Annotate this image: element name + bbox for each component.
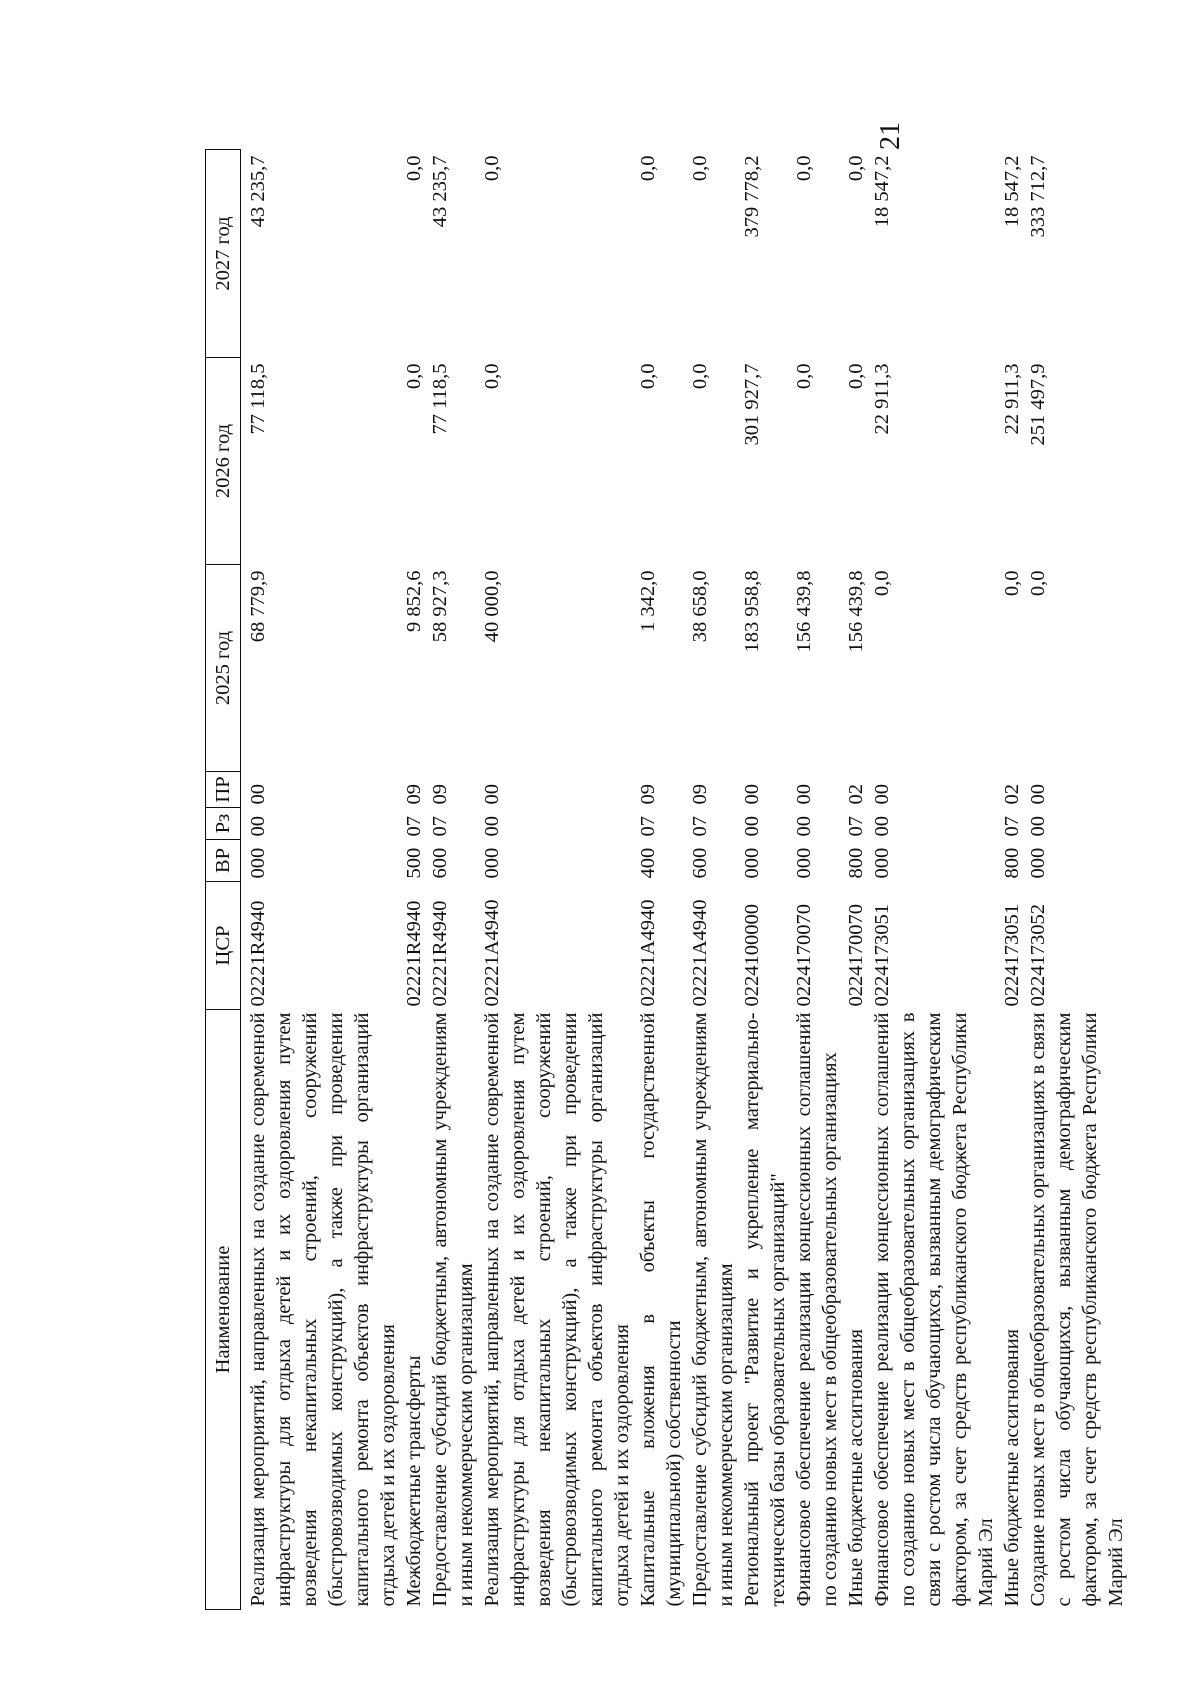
cell-pr: 00 [871,784,893,805]
cell-2025: 156 439,8 [793,570,815,653]
cell-2025: 9 852,6 [403,570,425,632]
cell-2025: 0,0 [1001,570,1023,597]
cell-rz: 07 [689,816,711,837]
cell-pr: 09 [689,784,711,805]
table-header-row [206,150,241,1610]
cell-vr: 800 [1001,847,1023,879]
cell-pr: 00 [247,784,269,805]
cell-csr: 0224170070 [793,904,815,1007]
cell-rz: 07 [637,816,659,837]
header-2025: 2025 год [206,565,241,772]
cell-pr: 02 [1001,784,1023,805]
cell-pr: 09 [429,784,451,805]
cell-pr: 00 [793,784,815,805]
cell-vr: 600 [429,847,451,879]
table-row [843,150,869,1610]
cell-vr: 000 [481,847,503,879]
cell-2025: 38 658,0 [689,570,711,643]
cell-name: Предоставление субсидий бюджетным, автономным учреждениям и иным некоммерческим организациям [689,1012,737,1607]
cell-csr: 0224173052 [1027,904,1049,1007]
cell-csr: 02221A4940 [689,899,711,1007]
cell-csr: 02221R4940 [429,900,451,1007]
table-row [687,150,739,1610]
cell-vr: 000 [871,847,893,879]
header-vr: ВР [206,840,241,882]
cell-rz: 07 [1001,816,1023,837]
cell-name: Финансовое обеспечение реализации концессионных соглашений по созданию новых мест в общеобразовательных организациях в связи с ростом числа обучающихся, вызванным демографическим фактором, за счет средств республиканского бюджета Республики Марий Эл [871,1012,997,1607]
cell-2026: 22 911,3 [871,363,893,435]
header-rz: Рз [206,808,241,840]
table-row [999,150,1025,1610]
cell-2026: 77 118,5 [247,363,269,435]
table-row [427,150,479,1610]
table-row [479,150,635,1610]
cell-vr: 600 [689,847,711,879]
cell-2025: 0,0 [1027,570,1049,597]
cell-2027: 379 778,2 [741,155,763,238]
cell-vr: 800 [845,847,867,879]
table-row [401,150,427,1610]
cell-rz: 00 [793,816,815,837]
cell-csr: 0224173051 [1001,904,1023,1007]
cell-name: Финансовое обеспечение реализации концессионных соглашений по созданию новых мест в общеобразовательных организациях [793,1012,841,1607]
cell-2027: 0,0 [637,155,659,182]
cell-name: Создание новых мест в общеобразовательных организациях в связи с ростом числа обучающихся, вызванным демографическим фактором, за счет средств республиканского бюджета Республики Марий Эл [1027,1012,1127,1607]
cell-vr: 000 [1027,847,1049,879]
cell-csr: 02221R4940 [247,900,269,1007]
cell-rz: 07 [845,816,867,837]
cell-2025: 183 958,8 [741,570,763,653]
cell-vr: 000 [741,847,763,879]
header-2027: 2027 год [206,150,241,358]
cell-vr: 400 [637,847,659,879]
cell-rz: 00 [247,816,269,837]
cell-name: Капитальные вложения в объекты государственной (муниципальной) собственности [637,1012,685,1607]
cell-name: Иные бюджетные ассигнования [1001,1328,1023,1607]
cell-2027: 0,0 [793,155,815,182]
cell-name: Реализация мероприятий, направленных на создание современной инфраструктуры для отдыха детей и их оздоровления путем возведения некапитальных строений, сооружений (быстровозводимых конструкций), а также при проведении капитального ремонта объектов инфраструктуры организаций отдыха детей и их оздоровления [247,1012,399,1607]
cell-2025: 40 000,0 [481,570,503,643]
header-name: Наименование [206,1010,241,1610]
cell-vr: 500 [403,847,425,879]
cell-2026: 0,0 [481,363,503,390]
cell-rz: 00 [1027,816,1049,837]
cell-csr: 0224173051 [871,904,893,1007]
header-pr: ПР [206,772,241,808]
cell-rz: 07 [429,816,451,837]
cell-name: Иные бюджетные ассигнования [845,1328,867,1607]
cell-vr: 000 [793,847,815,879]
cell-name: Региональный проект "Развитие и укрепление материально-технической базы образовательных организаций" [741,1012,789,1607]
cell-name: Межбюджетные трансферты [403,1355,425,1607]
cell-2026: 77 118,5 [429,363,451,435]
cell-2027: 0,0 [403,155,425,182]
cell-2027: 18 547,2 [1001,155,1023,228]
cell-csr: 02221A4940 [481,899,503,1007]
cell-2026: 0,0 [793,363,815,390]
rotated-table-container [205,150,1127,1610]
cell-2027: 0,0 [689,155,711,182]
cell-csr: 0224170070 [845,904,867,1007]
table-row [739,150,791,1610]
table-row [1025,150,1129,1610]
cell-name: Предоставление субсидий бюджетным, автономным учреждениям и иным некоммерческим организациям [429,1012,477,1607]
header-2026: 2026 год [206,358,241,565]
cell-csr: 02221A4940 [637,899,659,1007]
cell-rz: 00 [481,816,503,837]
cell-csr: 02221R4940 [403,900,425,1007]
cell-2026: 0,0 [403,363,425,390]
cell-pr: 00 [1027,784,1049,805]
cell-rz: 00 [741,816,763,837]
cell-2026: 0,0 [845,363,867,390]
cell-2027: 18 547,2 [871,155,893,228]
cell-2026: 301 927,7 [741,363,763,446]
cell-2025: 68 779,9 [247,570,269,643]
header-csr: ЦСР [206,882,241,1010]
cell-pr: 02 [845,784,867,805]
cell-2026: 22 911,3 [1001,363,1023,435]
cell-csr: 0224100000 [741,904,763,1007]
table-row [241,150,402,1610]
cell-2026: 251 497,9 [1027,363,1049,446]
cell-2025: 58 927,3 [429,570,451,643]
cell-pr: 09 [637,784,659,805]
cell-name: Реализация мероприятий, направленных на создание современной инфраструктуры для отдыха детей и их оздоровления путем возведения некапитальных строений, сооружений (быстровозводимых конструкций), а также при проведении капитального ремонта объектов инфраструктуры организаций отдыха детей и их оздоровления [481,1012,633,1607]
cell-vr: 000 [247,847,269,879]
page-number: 21 [875,122,906,150]
cell-2025: 156 439,8 [845,570,867,653]
cell-2026: 0,0 [689,363,711,390]
budget-table [205,149,1129,1610]
cell-2027: 43 235,7 [247,155,269,228]
cell-2027: 0,0 [845,155,867,182]
cell-2025: 0,0 [871,570,893,597]
cell-2027: 333 712,7 [1027,155,1049,238]
cell-rz: 07 [403,816,425,837]
cell-pr: 00 [481,784,503,805]
cell-pr: 09 [403,784,425,805]
table-row [635,150,687,1610]
cell-pr: 00 [741,784,763,805]
cell-2026: 0,0 [637,363,659,390]
cell-2027: 43 235,7 [429,155,451,228]
table-row [791,150,843,1610]
cell-rz: 00 [871,816,893,837]
table-row [869,150,999,1610]
cell-2025: 1 342,0 [637,570,659,632]
cell-2027: 0,0 [481,155,503,182]
